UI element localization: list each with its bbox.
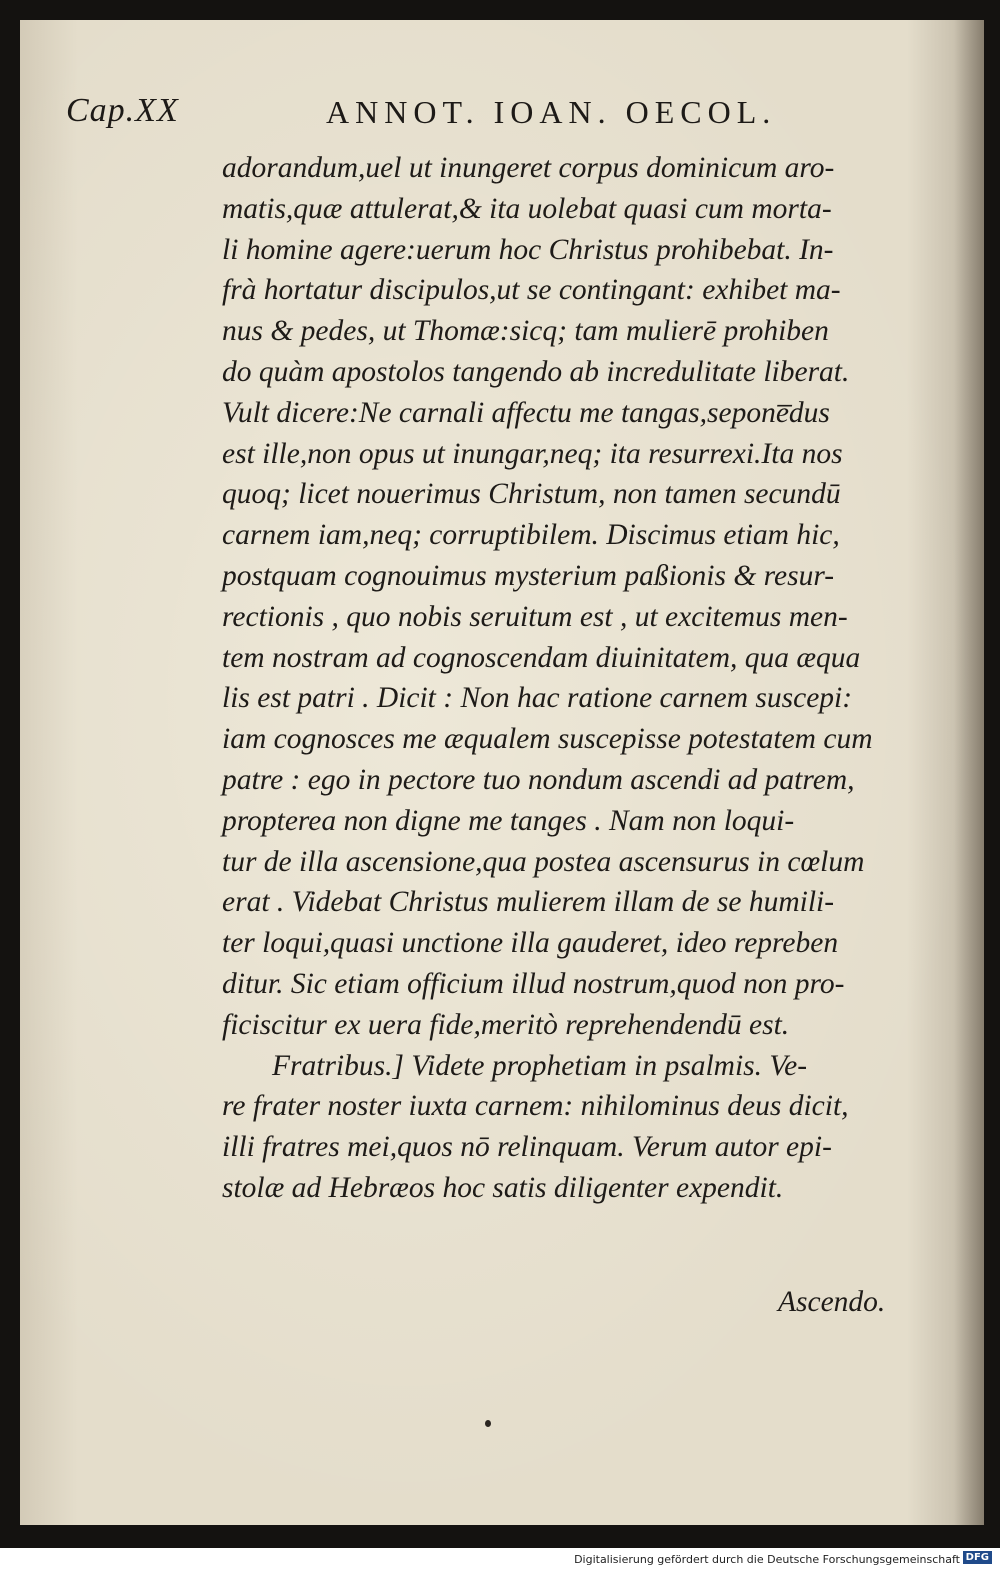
text-line: lis est patri . Dicit : Non hac ratione carnem suscepi: xyxy=(222,682,853,715)
digitization-credit: Digitalisierung gefördert durch die Deutsche Forschungsgemeinschaft xyxy=(574,1553,960,1566)
dfg-logo: DFG xyxy=(963,1551,992,1564)
text-line: quoq; licet nouerimus Christum, non tamen secundū xyxy=(222,478,841,511)
text-line: erat . Videbat Christus mulierem illam de se humili- xyxy=(222,886,835,919)
chapter-number: Cap.XX xyxy=(66,92,179,129)
text-line: carnem iam,neq; corruptibilem. Discimus etiam hic, xyxy=(222,519,840,552)
text-line: patre : ego in pectore tuo nondum ascendi ad patrem, xyxy=(222,763,855,796)
text-line: est ille,non opus ut inungar,neq; ita resurrexi.Ita nos xyxy=(222,437,843,470)
catchword: Ascendo. xyxy=(778,1286,886,1318)
text-line: nus & pedes, ut Thomæ:sicq; tam mulierē prohiben xyxy=(222,315,829,348)
paragraph-start-line: Fratribus.] Videte prophetiam in psalmis. Ve- xyxy=(272,1049,808,1082)
running-head xyxy=(66,92,846,142)
text-line: re frater noster iuxta carnem: nihilominus deus dicit, xyxy=(222,1090,849,1123)
text-line: Vult dicere:Ne carnali affectu me tangas,sepone̅dus xyxy=(222,396,830,429)
text-line: ficiscitur ex uera fide,meritò reprehendendū est. xyxy=(222,1008,790,1041)
text-line: tur de illa ascensione,qua postea ascensurus in cœlum xyxy=(222,845,865,878)
text-line: illi fratres mei,quos nō relinquam. Verum autor epi- xyxy=(222,1131,832,1164)
printer-mark xyxy=(485,1420,491,1427)
text-line: tem nostram ad cognoscendam diuinitatem, qua æqua xyxy=(222,641,861,674)
text-line: postquam cognouimus mysterium paßionis & resur- xyxy=(222,559,835,592)
text-line: matis,quæ attulerat,& ita uolebat quasi cum morta- xyxy=(222,192,832,225)
text-line: adorandum,uel ut inungeret corpus dominicum aro- xyxy=(222,152,835,184)
running-title: ANNOT. IOAN. OECOL. xyxy=(326,94,777,130)
text-line: iam cognosces me æqualem suscepisse potestatem cum xyxy=(222,723,873,756)
text-line: ter loqui,quasi unctione illa gauderet, ideo repreben xyxy=(222,927,839,960)
text-line: li homine agere:uerum hoc Christus prohibebat. In- xyxy=(222,233,834,266)
text-line: propterea non digne me tanges . Nam non loqui- xyxy=(222,804,795,837)
text-line: rectionis , quo nobis seruitum est , ut excitemus men- xyxy=(222,600,848,633)
text-line: ditur. Sic etiam officium illud nostrum,quod non pro- xyxy=(222,967,845,1000)
body-text xyxy=(222,148,912,1209)
text-line: frà hortatur discipulos,ut se contingant: exhibet ma- xyxy=(222,274,841,307)
page-gutter-shadow xyxy=(954,20,984,1525)
text-line: do quàm apostolos tangendo ab incredulitate liberat. xyxy=(222,355,850,388)
text-line: stolæ ad Hebræos hoc satis diligenter expendit. xyxy=(222,1171,784,1204)
